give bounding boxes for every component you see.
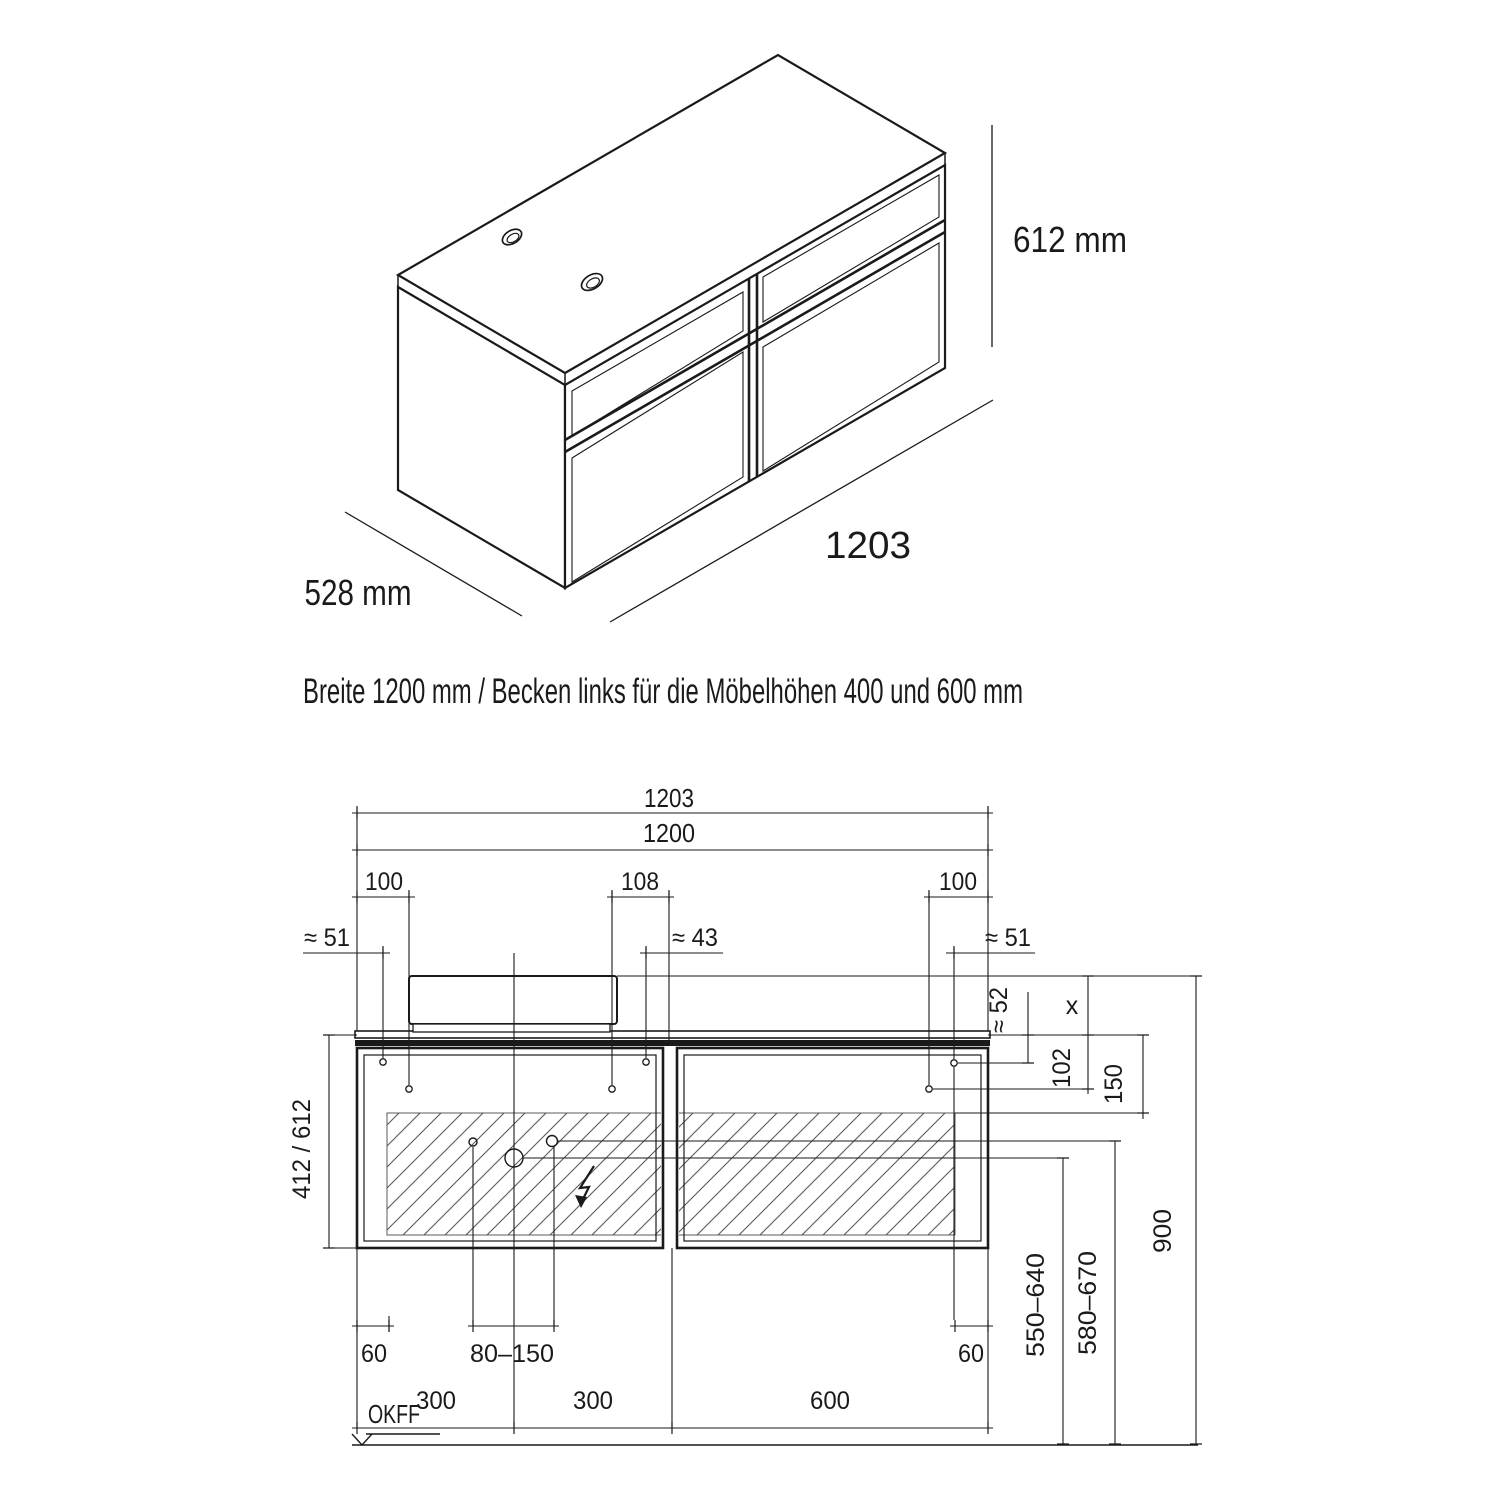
iso-height-dimension	[992, 125, 1127, 347]
dim-approx-left: ≈ 51	[304, 924, 350, 952]
dim-width-total: 1203	[644, 783, 694, 813]
iso-width-label: 1203	[825, 525, 911, 567]
dim-cabinet-height: 412 / 612	[288, 1094, 316, 1199]
iso-view	[305, 55, 1128, 622]
dim-faucet-center-range: 80–150	[470, 1340, 554, 1368]
iso-cabinet-body	[398, 55, 945, 588]
elevation-view	[288, 783, 1202, 1445]
dim-zone-margin-right: 60	[958, 1340, 984, 1368]
dim-approx-center: ≈ 43	[672, 924, 718, 952]
dim-width-cabinet: 1200	[643, 818, 695, 848]
dim-drain-height-range: 550–640	[1022, 1259, 1050, 1357]
dim-hole-offset-right: 100	[939, 868, 977, 896]
dim-approx-right: ≈ 51	[985, 924, 1031, 952]
dim-segment-left: 300	[416, 1387, 456, 1415]
dim-zone-margin-left: 60	[361, 1340, 387, 1368]
okff-datum-label: OKFF	[368, 1399, 420, 1429]
dim-top-to-hole-row: 102	[1048, 1046, 1076, 1088]
dim-top-to-zone: 150	[1100, 1062, 1128, 1104]
iso-depth-label: 528 mm	[304, 572, 412, 613]
dim-segment-right: 600	[810, 1387, 850, 1415]
dim-hole-offset-center: 108	[621, 868, 659, 896]
hole-axis-markers	[380, 1059, 957, 1092]
dim-supply-height-range: 580–670	[1074, 1257, 1102, 1355]
washbasin	[409, 976, 617, 1032]
dim-segment-center: 300	[573, 1387, 613, 1415]
dim-hole-offset-left: 100	[365, 868, 403, 896]
dim-total-height: 900	[1149, 1211, 1177, 1253]
iso-height-label: 612 mm	[1013, 219, 1127, 260]
countertop	[355, 1031, 990, 1046]
caption: Breite 1200 mm / Becken links für die Möbelhöhen 400 und 600 mm	[303, 672, 1023, 711]
dim-basin-height-var: x	[1065, 992, 1079, 1020]
dim-approx-top-right: ≈ 52	[985, 984, 1013, 1033]
floor-datum	[352, 1399, 1198, 1445]
datum-symbol	[352, 1434, 440, 1445]
